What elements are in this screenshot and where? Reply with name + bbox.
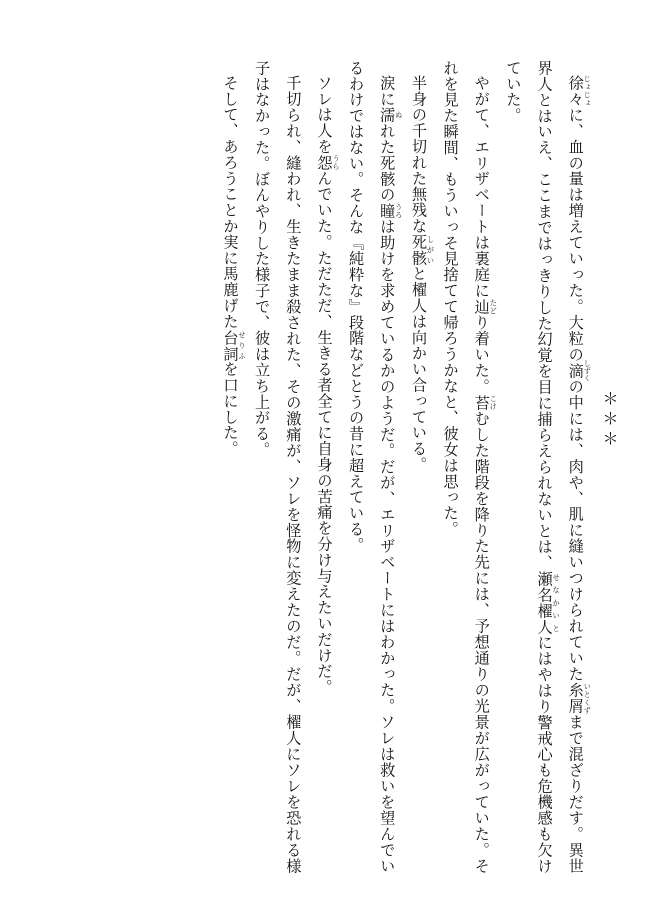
ruby-jojo: 徐々 じょじょ xyxy=(566,75,592,108)
ruby-nu: 濡 ぬ xyxy=(378,107,403,124)
paragraph-1: 徐々 じょじょに、血の量は増えていった。大粒の滴 しずくの中には、肉や、肌に縫いつけられていた糸 いと屑 くずまで混ざりだす。異世界人とはいえ、ここまではっきりした幻覚を目に捕らえられないとは、瀬名櫂人 せなかいとにはやはり警戒心も危機感も欠けていた。 xyxy=(504,60,592,875)
paragraph-3: 半身の千切れた無残な死骸 しがいと櫂人は向かい合っている。 xyxy=(409,75,435,473)
ruby-serifu: 台詞 せりふ xyxy=(221,329,246,362)
ruby-uro: 瞳 うろ xyxy=(378,203,403,220)
paragraph-6: 千切られ、縫われ、生きたまま殺された、その激痛が、ソレを怪物に変えたのだ。だが、櫂人にソレを恐れる様子はなかった。ぼんやりした様子で、彼は立ち上がる。 xyxy=(253,60,302,874)
ruby-kuzu: 屑 くず xyxy=(566,698,592,715)
ruby-ura: 怨 うら xyxy=(315,154,340,171)
paragraph-2: やがて、エリザベートは裏庭に辿 たどり着いた。苔 こけむした階段を降りた先には、予想通りの光景が広がっていた。それを見た瞬間、もういっそ見捨てて帰ろうかなと、彼女は思った。 xyxy=(441,60,498,874)
ruby-shizuku: 滴 しずく xyxy=(566,359,592,382)
paragraph-4: 涙に濡 ぬれた死骸の瞳 うろは助けを求めているかのようだ。だが、エリザベートにはわかった。ソレは救いを望んでいるわけではない。そんな『純粋な』段階などとうの昔に超えている。 xyxy=(347,60,403,875)
ruby-senakaito: 瀬名櫂人 せなかいと xyxy=(535,570,561,635)
paragraph-5: ソレは人を怨 うらんでいた。ただただ、生きる者全てに自身の苦痛を分け与えたいだけだ。 xyxy=(315,75,340,696)
scene-separator: ＊＊＊ xyxy=(600,390,617,450)
ruby-ito: 糸 いと xyxy=(566,682,592,699)
ruby-koke: 苔 こけ xyxy=(472,394,498,411)
ruby-shigai: 死骸 しがい xyxy=(409,234,435,266)
vertical-text-body xyxy=(110,60,624,874)
ruby-tado: 辿 たど xyxy=(472,298,498,315)
paragraph-7: そして、あろうことか実に馬鹿げた台詞 せりふを口にした。 xyxy=(221,75,246,457)
